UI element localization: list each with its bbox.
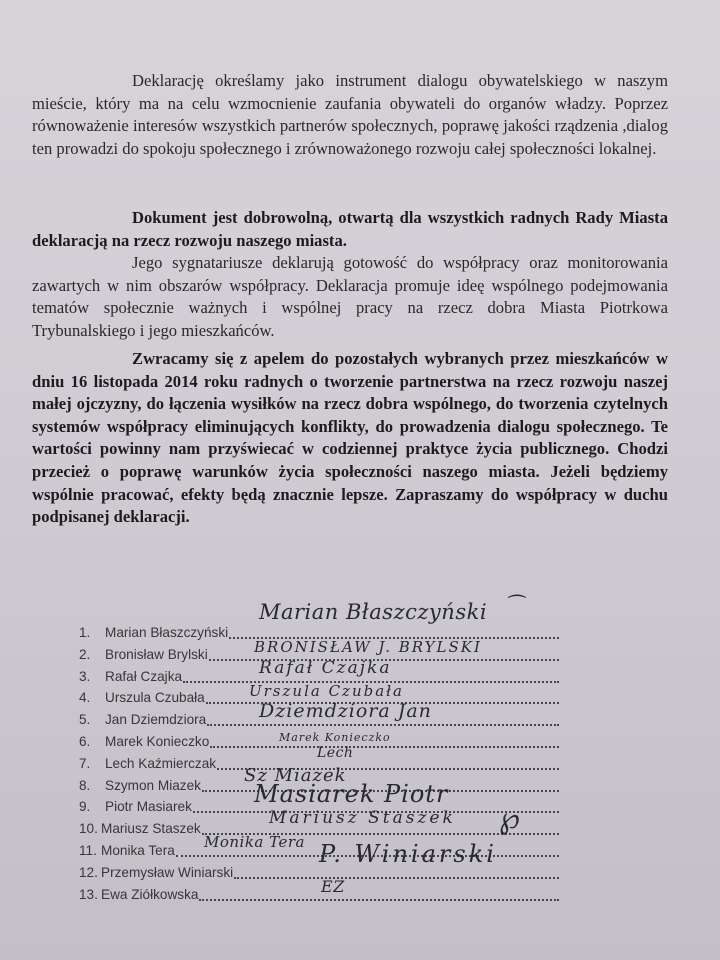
signatory-name: Ewa Ziółkowska xyxy=(101,886,199,902)
signatory-row xyxy=(79,637,559,666)
signatory-number: 10. xyxy=(79,821,98,837)
signatory-number: 1. xyxy=(79,625,91,640)
signature-line xyxy=(209,644,559,661)
signature-line xyxy=(202,818,559,835)
signatory-name: Przemysław Winiarski xyxy=(101,864,234,880)
signature-line xyxy=(202,775,559,792)
signatory-row xyxy=(79,700,559,731)
declaration-paragraph-4 xyxy=(32,348,668,529)
paragraph-text: Zwracamy się z apelem do pozostałych wybranych przez mieszkańców w dniu 16 listopada 2014 roku radnych o tworzenie partnerstwa na rzecz rozwoju naszej małej ojczyzny, do łączenia wysiłków na rzecz dobra wspólnego, do tworzenia czytelnych systemów współpracy eliminujących konflikty, do prowadzenia dialogu społecznego. Te wartości powinny nam przyświecać w codziennej praktyce życia publicznego. Chodzi przecież o poprawę warunków życia społeczności naszego miasta. Jeżeli będziemy wspólnie pracować, efekty będą znacznie lepsze. Zapraszamy do współpracy w duchu podpisanej deklaracji. xyxy=(32,349,668,527)
signatory-number: 6. xyxy=(79,733,91,749)
handwritten-signature: Dziemdziora Jan xyxy=(259,700,432,723)
signature-line xyxy=(207,709,559,726)
signatory-row xyxy=(79,594,559,644)
signatory-row xyxy=(79,657,559,688)
handwritten-signature: Sz Miazek xyxy=(244,764,347,786)
signatory-name: Piotr Masiarek xyxy=(105,799,192,815)
signature-line xyxy=(176,840,559,857)
signatory-name: Urszula Czubała xyxy=(105,690,205,706)
declaration-paragraph-3 xyxy=(32,252,668,342)
signatory-list xyxy=(79,594,559,905)
declaration-paragraph-2 xyxy=(32,207,668,252)
signatory-row xyxy=(79,832,559,862)
paragraph-text: Dokument jest dobrowolną, otwartą dla wszystkich radnych Rady Miasta deklaracją na rzecz rozwoju naszego miasta. xyxy=(32,208,668,250)
signatory-name: Lech Kaźmierczak xyxy=(105,755,217,771)
signatory-row xyxy=(79,764,559,797)
declaration-paragraph-1 xyxy=(32,70,668,160)
handwritten-signature: P. Winiarski xyxy=(319,839,497,868)
signatory-name: Bronisław Brylski xyxy=(105,646,208,662)
handwritten-signature: Masiarek Piotr xyxy=(254,780,449,809)
signatory-name: Marek Konieczko xyxy=(105,733,210,749)
signature-line xyxy=(210,731,559,748)
handwritten-signature: Rafał Czajka xyxy=(259,657,392,678)
signature-line xyxy=(217,753,559,770)
signature-line xyxy=(206,687,559,704)
handwritten-signature: Marian Błaszczyński xyxy=(259,600,488,624)
pen-stroke-mark: ⁀ xyxy=(509,594,526,618)
signatory-number: 3. xyxy=(79,668,91,684)
signatory-row xyxy=(79,731,559,753)
paragraph-text: Deklarację określamy jako instrument dialogu obywatelskiego w naszym mieście, który ma na celu wzmocnienie zaufania obywateli do organów władzy. Poprzez równoważenie interesów wszystkich partnerów społecznych, poprawę jakości rządzenia ,dialog ten prowadzi do spokoju społecznego i zrównoważonego rozwoju całej społeczności lokalnej. xyxy=(32,71,668,158)
signatory-name: Rafał Czajka xyxy=(105,668,183,684)
handwritten-signature: Urszula Czubała xyxy=(249,682,404,701)
signatory-name: Szymon Miazek xyxy=(105,777,201,793)
signatory-name: Jan Dziemdziora xyxy=(105,712,207,728)
pen-stroke-mark: ℘ xyxy=(499,801,521,837)
signatory-number: 8. xyxy=(79,777,91,793)
signatory-name: Mariusz Staszek xyxy=(101,821,201,837)
signatory-number: 12. xyxy=(79,864,98,880)
signatory-number: 4. xyxy=(79,690,91,706)
signature-line xyxy=(193,796,559,813)
signatory-number: 5. xyxy=(79,712,91,728)
signature-line xyxy=(199,884,559,901)
signatory-name: Marian Błaszczyński xyxy=(105,625,229,640)
signatory-row xyxy=(79,876,559,906)
signatory-name: Monika Tera xyxy=(101,842,175,858)
signatory-number: 2. xyxy=(79,646,91,662)
signature-line xyxy=(234,862,559,879)
handwritten-signature: Monika Tera xyxy=(204,832,305,851)
paragraph-text: Jego sygnatariusze deklarują gotowość do współpracy oraz monitorowania zawartych w nim obszarów współpracy. Deklaracja promuje ideę wspólnego podejmowania tematów społecznie ważnych i wspólnej pracy na rzecz dobra Miasta Piotrkowa Trybunalskiego i jego mieszkańców. xyxy=(32,253,668,340)
signatory-number: 9. xyxy=(79,799,91,815)
signature-line xyxy=(183,666,559,683)
handwritten-signature: Lech xyxy=(317,744,354,761)
signatory-row xyxy=(79,744,559,775)
handwritten-signature: EZ xyxy=(321,876,345,896)
handwritten-signature: Mariusz Staszek xyxy=(269,808,456,829)
handwritten-signature: Marek Konieczko xyxy=(279,730,391,744)
signature-line xyxy=(229,622,559,639)
signatory-number: 7. xyxy=(79,755,91,771)
handwritten-signature: BRONISŁAW J. BRYLSKI xyxy=(254,637,482,656)
signatory-row xyxy=(79,682,559,709)
signatory-number: 13. xyxy=(79,886,98,902)
signatory-number: 11. xyxy=(79,842,97,858)
